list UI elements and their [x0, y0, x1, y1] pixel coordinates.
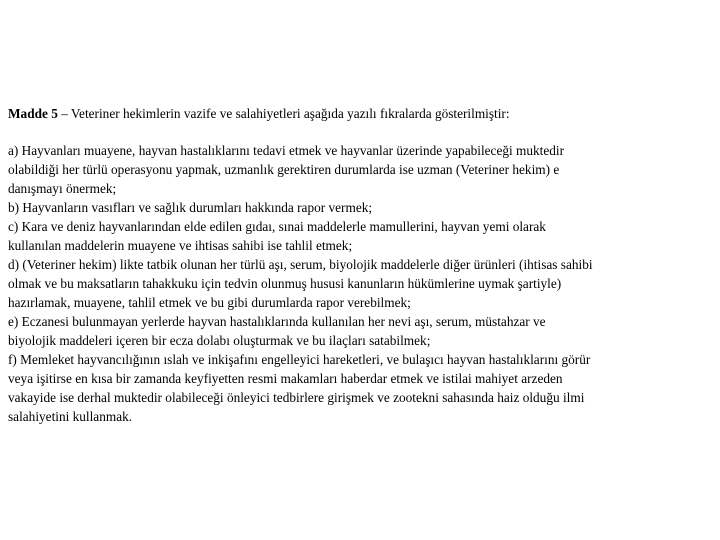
- clause-a: a) Hayvanları muayene, hayvan hastalıklarını tedavi etmek ve hayvanlar üzerinde yapabileceği muktedir olabildiği her türlü operasyonu yapmak, uzmanlık gerektiren durumlarda ise uzman (Veteriner hekim) e danışmayı önermek;: [8, 143, 565, 196]
- article-number: Madde 5: [8, 106, 58, 121]
- clause-d: d) (Veteriner hekim) likte tatbik olunan her türlü aşı, serum, biyolojik maddelerle diğer ürünleri (ihtisas sahibi olmak ve bu maksatların tahakkuku için tedvin olunmuş hususi kanunların hükümlerine uymak şartiyle) hazırlamak, muayene, tahlil etmek ve bu gibi durumlarda rapor verebilmek;: [8, 257, 593, 310]
- clause-f: f) Memleket hayvancılığının ıslah ve inkişafını engelleyici hareketleri, ve bulaşıcı hayvan hastalıklarını görür veya işitirse en kısa bir zamanda keyfiyetten resmi makamları haberdar etmek ve istilai mahiyet arzeden vakayide ise derhal muktedir olabileceği önleyici tedbirlere girişmek ve zootekni sahasında haiz olduğu ilmi salahiyetini kullanmak.: [8, 352, 591, 424]
- article-heading: [8, 104, 714, 123]
- clause-c: c) Kara ve deniz hayvanlarından elde edilen gıdaı, sınai maddelerle mamullerini, hayvan yemi olarak kullanılan maddelerin muayene ve ihtisas sahibi ise tahlil etmek;: [8, 219, 546, 253]
- clause-list: [8, 141, 714, 426]
- document-body: [8, 104, 714, 426]
- clause-b: b) Hayvanların vasıfları ve sağlık durumları hakkında rapor vermek;: [8, 200, 373, 215]
- clause-e: e) Eczanesi bulunmayan yerlerde hayvan hastalıklarında kullanılan her nevi aşı, serum, müstahzar ve biyolojik maddeleri içeren bir ecza dolabı oluşturmak ve bu ilaçları satabilmek;: [8, 314, 546, 348]
- article-title: – Veteriner hekimlerin vazife ve salahiyetleri aşağıda yazılı fıkralarda gösterilmiştir:: [57, 106, 510, 121]
